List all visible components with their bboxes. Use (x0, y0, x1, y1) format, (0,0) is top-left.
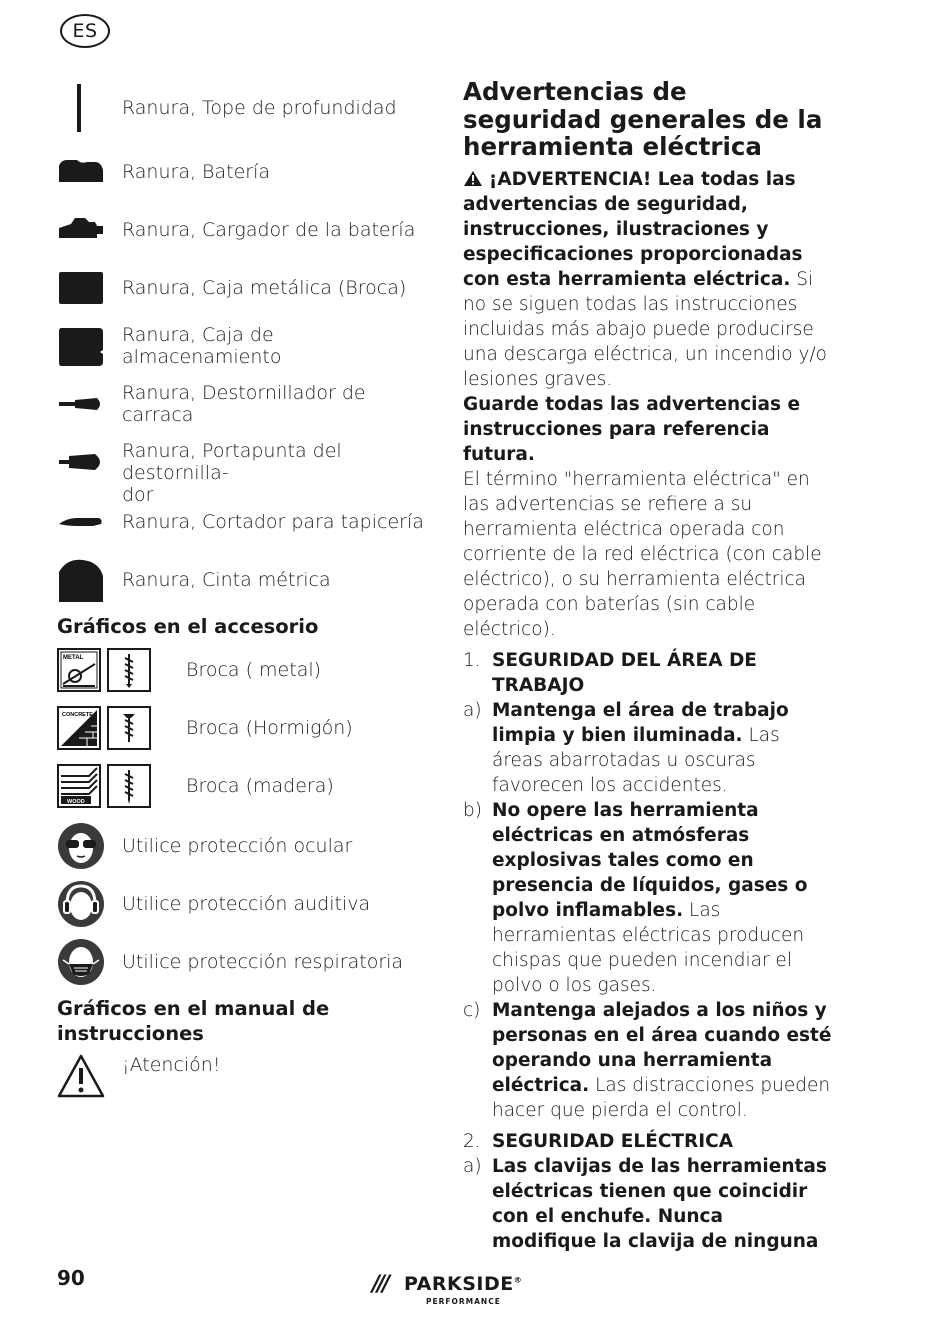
symbol-row: Ranura, Cortador para tapicería (57, 498, 427, 546)
depth-stop-icon (57, 84, 105, 132)
upholstery-cutter-icon (57, 498, 105, 546)
battery-icon (57, 148, 105, 196)
drill-bit-icon (107, 706, 151, 750)
list-item: c) Mantenga alejados a los niños y personas en el área cuando esté operando una herramienta eléctrica. Las distracciones pueden hacer que pierda el control. (463, 999, 832, 1121)
symbol-row: Ranura, Tope de profundidad (57, 84, 427, 132)
accessory-row: CONCRETE Broca (Hormigón) (57, 706, 427, 750)
accessory-row: METAL Broca ( metal) (57, 648, 427, 692)
svg-text:WOOD: WOOD (67, 799, 85, 805)
warning-paragraph: ¡ADVERTENCIA! Lea todas las advertencias de seguridad, instrucciones, ilustraciones y especificaciones proporcionadas con esta herramienta eléctrica. Si no se siguen todas las instrucciones incluidas más abajo puede producirse una descarga eléctrica, un incendio y/o lesiones graves. (463, 168, 827, 390)
manual-section-title: Gráficos en el manual de instrucciones (57, 997, 330, 1045)
metal-drill-icon (57, 648, 101, 692)
accessory-section-title: Gráficos en el accesorio (57, 615, 319, 638)
battery-charger-icon (57, 206, 105, 254)
ppe-row: Utilice protección respiratoria (57, 938, 427, 986)
drill-bit-icon (107, 764, 151, 808)
warning-triangle-icon (57, 1052, 105, 1100)
tape-measure-icon (57, 556, 105, 604)
accessory-row: WOOD Broca (madera) (57, 764, 427, 808)
ear-protection-icon (57, 880, 105, 928)
wood-drill-icon (57, 764, 101, 808)
symbol-row: Ranura, Batería (57, 148, 427, 196)
section-title: Advertencias de seguridad generales de la herramienta eléctrica (463, 77, 823, 161)
respiratory-protection-icon (57, 938, 105, 986)
warning-row: ¡Atención! (57, 1052, 427, 1100)
ppe-row: Utilice protección auditiva (57, 880, 427, 928)
section-heading-electrical: 2. SEGURIDAD ELÉCTRICA (463, 1130, 734, 1152)
language-badge: ES (60, 14, 110, 48)
brand-logo: /// PARKSIDE® PERFORMANCE (372, 1272, 523, 1306)
symbol-row: Ranura, Destornillador de carraca (57, 380, 427, 428)
symbol-row: Ranura, Caja de almacenamiento (57, 322, 427, 370)
list-item: a) Las clavijas de las herramientas eléctricas tienen que coincidir con el enchufe. Nunca modifique la clavija de ninguna (463, 1155, 827, 1252)
section-heading-work-area: 1. SEGURIDAD DEL ÁREA DE TRABAJO (463, 649, 757, 696)
symbol-row: Ranura, Cinta métrica (57, 556, 427, 604)
symbol-row: Ranura, Cargador de la batería (57, 206, 427, 254)
list-item: b) No opere las herramienta eléctricas en atmósferas explosivas tales como en presencia de líquidos, gases o polvo inflamables. Las herramientas eléctricas producen chispas que pueden incendiar el polvo o los gases. (463, 799, 808, 996)
symbol-row: Ranura, Portapunta del destornilla- dor (57, 438, 427, 486)
svg-text:METAL: METAL (63, 655, 84, 661)
ppe-row: Utilice protección ocular (57, 822, 427, 870)
svg-text:CONCRETE: CONCRETE (62, 712, 93, 718)
concrete-drill-icon (57, 706, 101, 750)
drill-bit-icon (107, 648, 151, 692)
keep-instructions: Guarde todas las advertencias e instrucciones para referencia futura. (463, 393, 801, 465)
bit-holder-icon (57, 438, 105, 486)
safety-warnings-column (463, 78, 833, 1254)
storage-box-icon (57, 322, 105, 370)
page-number: 90 (57, 1266, 85, 1290)
term-definition: El término "herramienta eléctrica" en las advertencias se refiere a su herramienta eléctrica operada con corriente de la red eléctrica (con cable eléctrico), o su herramienta eléctrica operada con baterías (sin cable eléctrico). (463, 468, 822, 640)
metal-box-icon (57, 264, 105, 312)
list-item: a) Mantenga el área de trabajo limpia y bien iluminada. Las áreas abarrotadas u oscuras favorecen los accidentes. (463, 699, 789, 796)
ratchet-screwdriver-icon (57, 380, 105, 428)
symbol-row: Ranura, Caja metálica (Broca) (57, 264, 427, 312)
warning-small-icon (463, 169, 483, 190)
eye-protection-icon (57, 822, 105, 870)
